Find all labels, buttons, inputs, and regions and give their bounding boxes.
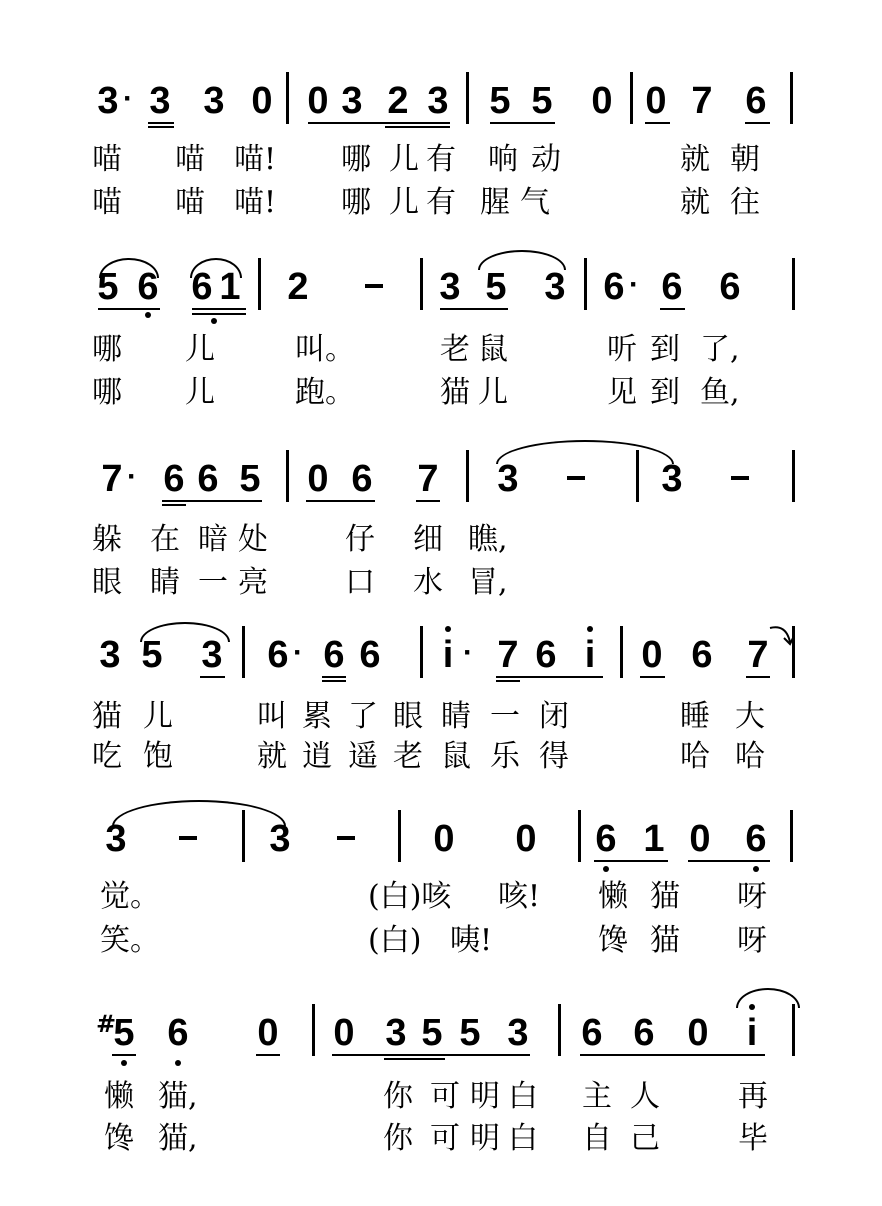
note: 6	[267, 634, 289, 676]
lyric-verse2: 鱼,	[700, 375, 740, 410]
note: 6	[581, 1012, 603, 1054]
lyric-verse2: 逍	[302, 739, 332, 774]
underline	[162, 500, 262, 502]
lyric-verse1: 鼠	[478, 332, 508, 367]
note: i	[442, 634, 454, 676]
underline	[746, 676, 770, 678]
lyric-verse1: 猫	[650, 879, 680, 914]
barline	[792, 1004, 795, 1056]
lyric-verse1: 懒	[104, 1079, 134, 1114]
note: 3	[201, 634, 223, 676]
lyric-verse2: 得	[539, 739, 569, 774]
lyric-verse1: 叫	[257, 699, 287, 734]
lyric-verse1: 瞧,	[468, 522, 508, 557]
underline	[580, 1054, 765, 1056]
lyric-verse1: 睛	[441, 699, 471, 734]
octave-dot	[145, 312, 151, 318]
lyric-verse2: 己	[630, 1121, 660, 1156]
note: 6	[633, 1012, 655, 1054]
lyric-verse1: 躲	[92, 522, 122, 557]
lyric-verse2: 气	[520, 185, 550, 220]
lyric-verse1: 一	[490, 699, 520, 734]
note: 3	[203, 80, 225, 122]
underline	[148, 126, 174, 128]
note: 5	[421, 1012, 443, 1054]
note: 0	[433, 818, 455, 860]
lyric-verse2: 哪	[92, 375, 122, 410]
note: 0	[687, 1012, 709, 1054]
lyric-verse1: 有	[426, 142, 456, 177]
lyric-verse2: 口	[345, 565, 375, 600]
barline	[466, 72, 469, 124]
lyric-verse2: 哪	[341, 185, 371, 220]
lyric-verse2: 睛	[150, 565, 180, 600]
octave-dot	[175, 1060, 181, 1066]
lyric-verse2: 鼠	[441, 739, 471, 774]
lyric-verse1: 明	[470, 1079, 500, 1114]
lyric-verse2: 猫	[650, 923, 680, 958]
underline	[200, 676, 225, 678]
note: 3	[427, 80, 449, 122]
note: 0	[307, 80, 329, 122]
underline	[645, 122, 670, 124]
note: 3	[544, 266, 566, 308]
note: 3	[149, 80, 171, 122]
underline	[496, 676, 603, 678]
note: 0	[307, 458, 329, 500]
note: 6	[137, 266, 159, 308]
underline	[192, 308, 246, 310]
barline	[398, 810, 401, 862]
lyric-verse2: 儿	[185, 375, 215, 410]
barline	[466, 450, 469, 502]
lyric-verse2: 咦!	[450, 923, 493, 958]
underline	[688, 860, 770, 862]
note: 0	[689, 818, 711, 860]
note: 3	[99, 634, 121, 676]
note: 6	[595, 818, 617, 860]
note: 7	[747, 634, 769, 676]
note: 7	[497, 634, 519, 676]
lyric-verse1: 喵	[175, 142, 205, 177]
dash	[365, 284, 383, 288]
note: 5	[531, 80, 553, 122]
lyric-verse1: 觉。	[100, 879, 160, 914]
dash	[731, 476, 749, 480]
lyric-verse2: 白	[508, 1121, 538, 1156]
note: 3	[385, 1012, 407, 1054]
underline	[148, 122, 174, 124]
lyric-verse1: 儿	[185, 332, 215, 367]
note: 6	[167, 1012, 189, 1054]
lyric-verse1: 动	[531, 142, 561, 177]
note: 0	[645, 80, 667, 122]
barline	[790, 72, 793, 124]
underline	[308, 122, 450, 124]
note: 0	[257, 1012, 279, 1054]
lyric-verse2: 可	[430, 1121, 460, 1156]
octave-dot	[603, 866, 609, 872]
lyric-verse1: 老	[440, 332, 470, 367]
lyric-verse1: 喵!	[234, 142, 277, 177]
lyric-verse1: 暗	[198, 522, 228, 557]
lyric-verse2: 往	[730, 185, 760, 220]
note: 6	[691, 634, 713, 676]
augmentation-dot: ·	[293, 636, 303, 669]
note: 6	[745, 80, 767, 122]
lyric-verse2: 儿	[478, 375, 508, 410]
note: 1	[643, 818, 665, 860]
lyric-verse1: 哪	[92, 332, 122, 367]
lyric-verse1: 叫。	[295, 332, 355, 367]
note: 0	[641, 634, 663, 676]
lyric-verse1: 可	[430, 1079, 460, 1114]
note: i	[746, 1012, 758, 1054]
lyric-verse1: 响	[488, 142, 518, 177]
breath-arrow-icon	[768, 622, 798, 652]
underline	[112, 1054, 136, 1056]
augmentation-dot: ·	[463, 636, 473, 669]
note: 5	[239, 458, 261, 500]
lyric-verse2: (白)	[368, 923, 422, 958]
slur	[112, 800, 286, 826]
lyric-verse1: 仔	[345, 522, 375, 557]
note: 5	[97, 266, 119, 308]
underline	[162, 504, 186, 506]
underline	[745, 122, 770, 124]
lyric-verse1: 呀	[737, 879, 767, 914]
note: 0	[251, 80, 273, 122]
note: 2	[387, 80, 409, 122]
lyric-verse2: 见	[607, 375, 637, 410]
note: 0	[515, 818, 537, 860]
note: 6	[719, 266, 741, 308]
lyric-verse2: 猫	[440, 375, 470, 410]
slur	[736, 988, 800, 1008]
lyric-verse2: 遥	[348, 739, 378, 774]
lyric-verse2: 跑。	[295, 375, 355, 410]
note: 7	[101, 458, 123, 500]
barline	[636, 450, 639, 502]
note: i	[584, 634, 596, 676]
lyric-verse2: 就	[680, 185, 710, 220]
note: 3	[507, 1012, 529, 1054]
underline	[384, 1058, 445, 1060]
lyric-verse1: 猫	[92, 699, 122, 734]
underline	[306, 500, 375, 502]
lyric-verse1: 喵	[92, 142, 122, 177]
note: 7	[417, 458, 439, 500]
lyric-verse2: 毕	[738, 1121, 768, 1156]
lyric-verse1: 主	[582, 1079, 612, 1114]
note: 6	[745, 818, 767, 860]
lyric-verse1: 就	[680, 142, 710, 177]
underline	[496, 680, 520, 682]
lyric-verse1: 听	[607, 332, 637, 367]
note: 3	[269, 818, 291, 860]
octave-dot	[211, 318, 217, 324]
lyric-verse1: 人	[630, 1079, 660, 1114]
augmentation-dot: ·	[127, 460, 137, 493]
lyric-verse1: 处	[238, 522, 268, 557]
underline	[416, 500, 440, 502]
note: 6	[661, 266, 683, 308]
barline	[792, 450, 795, 502]
underline	[640, 676, 665, 678]
note: 2	[287, 266, 309, 308]
lyric-verse2: 腥	[480, 185, 510, 220]
lyric-verse1: 懒	[598, 879, 628, 914]
lyric-verse1: 儿	[143, 699, 173, 734]
underline	[660, 308, 685, 310]
lyric-verse2: 哈	[680, 739, 710, 774]
lyric-verse1: 你	[383, 1079, 413, 1114]
octave-dot	[753, 866, 759, 872]
lyric-verse2: 喵	[92, 185, 122, 220]
underline	[490, 122, 555, 124]
sharp-sign: #	[96, 1010, 117, 1038]
lyric-verse1: (白)咳	[368, 879, 452, 914]
note: 3	[661, 458, 683, 500]
lyric-verse2: 馋	[104, 1121, 134, 1156]
barline	[630, 72, 633, 124]
underline	[98, 308, 160, 310]
barline	[584, 258, 587, 310]
lyric-verse2: 馋	[598, 923, 628, 958]
note: 5	[141, 634, 163, 676]
note: 0	[591, 80, 613, 122]
lyric-verse1: 在	[150, 522, 180, 557]
lyric-verse1: 了,	[700, 332, 740, 367]
underline	[332, 1054, 530, 1056]
barline	[420, 258, 423, 310]
lyric-verse1: 再	[738, 1079, 768, 1114]
note: 0	[333, 1012, 355, 1054]
lyric-verse1: 哪	[341, 142, 371, 177]
lyric-verse2: 一	[198, 565, 228, 600]
barline	[790, 810, 793, 862]
note: 5	[459, 1012, 481, 1054]
lyric-verse1: 儿	[389, 142, 419, 177]
lyric-verse2: 猫,	[158, 1121, 198, 1156]
note: 3	[439, 266, 461, 308]
note: 6	[191, 266, 213, 308]
lyric-verse2: 冒,	[468, 565, 508, 600]
barline	[792, 258, 795, 310]
note: 3	[97, 80, 119, 122]
lyric-verse2: 明	[470, 1121, 500, 1156]
barline	[286, 72, 289, 124]
lyric-verse2: 到	[650, 375, 680, 410]
lyric-verse1: 累	[302, 699, 332, 734]
underline	[192, 313, 246, 315]
lyric-verse2: 就	[257, 739, 287, 774]
note: 5	[485, 266, 507, 308]
lyric-verse1: 朝	[730, 142, 760, 177]
barline	[242, 810, 245, 862]
note: 3	[341, 80, 363, 122]
note: 7	[691, 80, 713, 122]
lyric-verse2: 喵	[175, 185, 205, 220]
note: 6	[603, 266, 625, 308]
note: 1	[219, 266, 241, 308]
lyric-verse2: 你	[383, 1121, 413, 1156]
barline	[578, 810, 581, 862]
lyric-verse2: 亮	[238, 565, 268, 600]
barline	[312, 1004, 315, 1056]
barline	[420, 626, 423, 678]
lyric-verse1: 眼	[393, 699, 423, 734]
lyric-verse2: 哈	[735, 739, 765, 774]
lyric-verse2: 水	[413, 565, 443, 600]
dash	[337, 836, 355, 840]
barline	[620, 626, 623, 678]
octave-dot	[587, 626, 593, 632]
lyric-verse1: 猫,	[158, 1079, 198, 1114]
lyric-verse2: 笑。	[100, 923, 160, 958]
augmentation-dot: ·	[123, 82, 133, 115]
lyric-verse1: 大	[735, 699, 765, 734]
lyric-verse1: 咳!	[498, 879, 541, 914]
lyric-verse2: 呀	[737, 923, 767, 958]
barline	[242, 626, 245, 678]
dash	[567, 476, 585, 480]
lyric-verse2: 吃	[92, 739, 122, 774]
octave-dot	[445, 626, 451, 632]
underline	[385, 126, 450, 128]
note: 5	[489, 80, 511, 122]
lyric-verse1: 闭	[539, 699, 569, 734]
lyric-verse2: 乐	[490, 739, 520, 774]
underline	[322, 680, 346, 682]
lyric-verse2: 有	[426, 185, 456, 220]
note: 3	[105, 818, 127, 860]
lyric-verse2: 喵!	[234, 185, 277, 220]
lyric-verse1: 到	[650, 332, 680, 367]
note: 6	[535, 634, 557, 676]
barline	[286, 450, 289, 502]
lyric-verse2: 眼	[92, 565, 122, 600]
note: 6	[163, 458, 185, 500]
note: 3	[497, 458, 519, 500]
barline	[558, 1004, 561, 1056]
underline	[256, 1054, 280, 1056]
lyric-verse1: 睡	[680, 699, 710, 734]
barline	[258, 258, 261, 310]
lyric-verse2: 儿	[389, 185, 419, 220]
note: 5	[113, 1012, 135, 1054]
octave-dot	[121, 1060, 127, 1066]
note: 6	[197, 458, 219, 500]
augmentation-dot: ·	[629, 268, 639, 301]
underline	[594, 860, 668, 862]
lyric-verse1: 了	[348, 699, 378, 734]
underline	[322, 676, 346, 678]
dash	[179, 836, 197, 840]
lyric-verse2: 自	[582, 1121, 612, 1156]
lyric-verse1: 白	[508, 1079, 538, 1114]
underline	[440, 308, 508, 310]
lyric-verse2: 饱	[143, 739, 173, 774]
lyric-verse2: 老	[393, 739, 423, 774]
note: 6	[323, 634, 345, 676]
note: 6	[359, 634, 381, 676]
lyric-verse1: 细	[413, 522, 443, 557]
note: 6	[351, 458, 373, 500]
